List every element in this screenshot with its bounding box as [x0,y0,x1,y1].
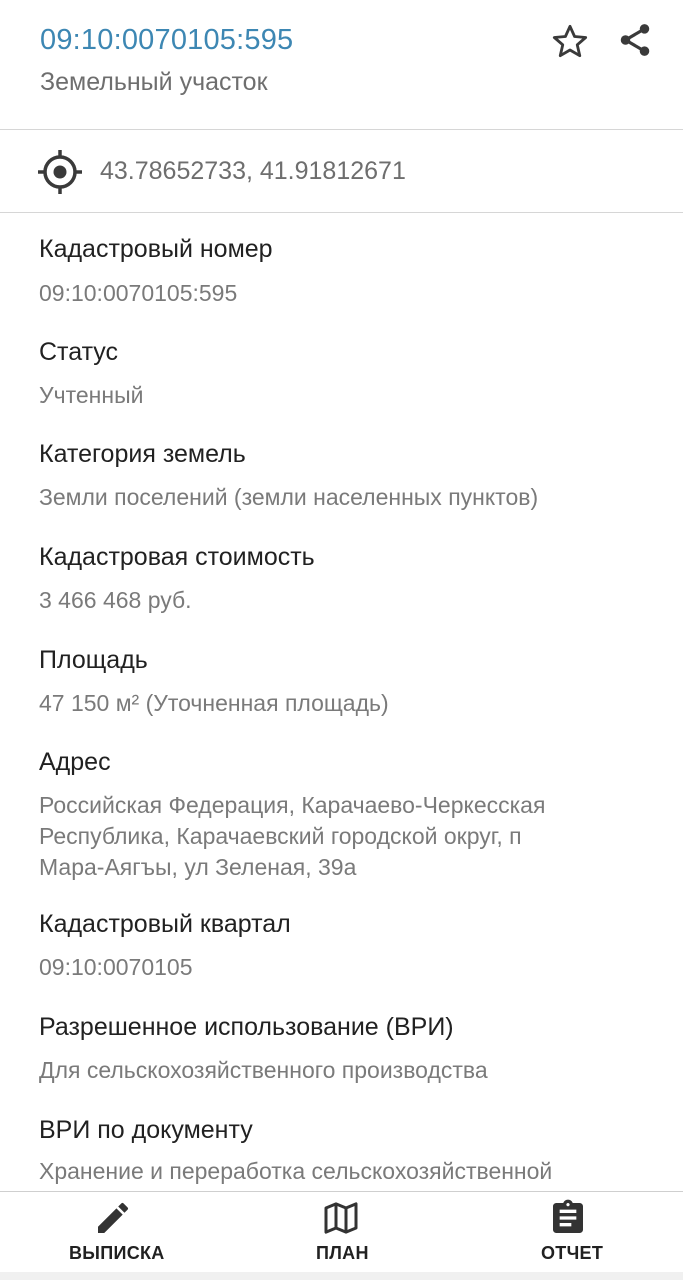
field-label-status: Статус [39,338,119,366]
field-value-cadastral-value: 3 466 468 руб. [39,587,192,613]
map-icon [321,1198,361,1238]
field-value-land-category: Земли поселений (земли населенных пунктов) [39,484,539,510]
field-value-cadastral-quarter: 09:10:0070105 [39,954,193,980]
favorite-button[interactable] [546,18,594,66]
share-icon [616,21,654,59]
system-nav-strip [0,1272,683,1280]
field-label-cadastral-number: Кадастровый номер [39,235,273,263]
star-outline-icon [550,22,590,62]
field-value-status: Учтенный [39,382,144,408]
field-label-permitted-use: Разрешенное использование (ВРИ) [39,1013,454,1041]
coordinates-text: 43.78652733, 41.91812671 [100,157,406,185]
field-value-permitted-use-by-document: Хранение и переработка сельскохозяйственной [39,1158,553,1184]
nav-plan-label: ПЛАН [316,1243,369,1263]
nav-extract-button[interactable] [56,1192,176,1272]
nav-extract-label: ВЫПИСКА [69,1243,165,1263]
clipboard-icon [548,1198,588,1238]
address-line: Республика, Карачаевский городской округ, п [39,823,522,849]
field-label-land-category: Категория земель [39,440,246,468]
field-value-cadastral-number: 09:10:0070105:595 [39,280,238,306]
nav-plan-button[interactable] [296,1192,386,1272]
field-label-cadastral-quarter: Кадастровый квартал [39,910,291,938]
bottom-navigation [0,1192,683,1272]
nav-report-button[interactable] [522,1192,618,1272]
field-value-area: 47 150 м² (Уточненная площадь) [39,690,389,716]
object-type-subtitle: Земельный участок [40,68,268,96]
cadastral-number-title: 09:10:0070105:595 [40,24,294,56]
field-label-permitted-use-by-document: ВРИ по документу [39,1116,253,1144]
field-label-area: Площадь [39,646,148,674]
field-label-address: Адрес [39,748,111,776]
address-line: Мара-Аягъы, ул Зеленая, 39а [39,854,357,880]
field-value-address [39,790,649,883]
field-value-permitted-use: Для сельскохозяйственного производства [39,1057,488,1083]
field-label-cadastral-value: Кадастровая стоимость [39,543,315,571]
share-button[interactable] [611,16,659,64]
nav-report-label: ОТЧЕТ [541,1243,604,1263]
coordinates-row[interactable] [0,130,683,213]
pencil-icon [93,1198,133,1238]
app-header [0,0,683,130]
address-line: Российская Федерация, Карачаево-Черкесская [39,792,546,818]
gps-target-icon [36,148,84,196]
